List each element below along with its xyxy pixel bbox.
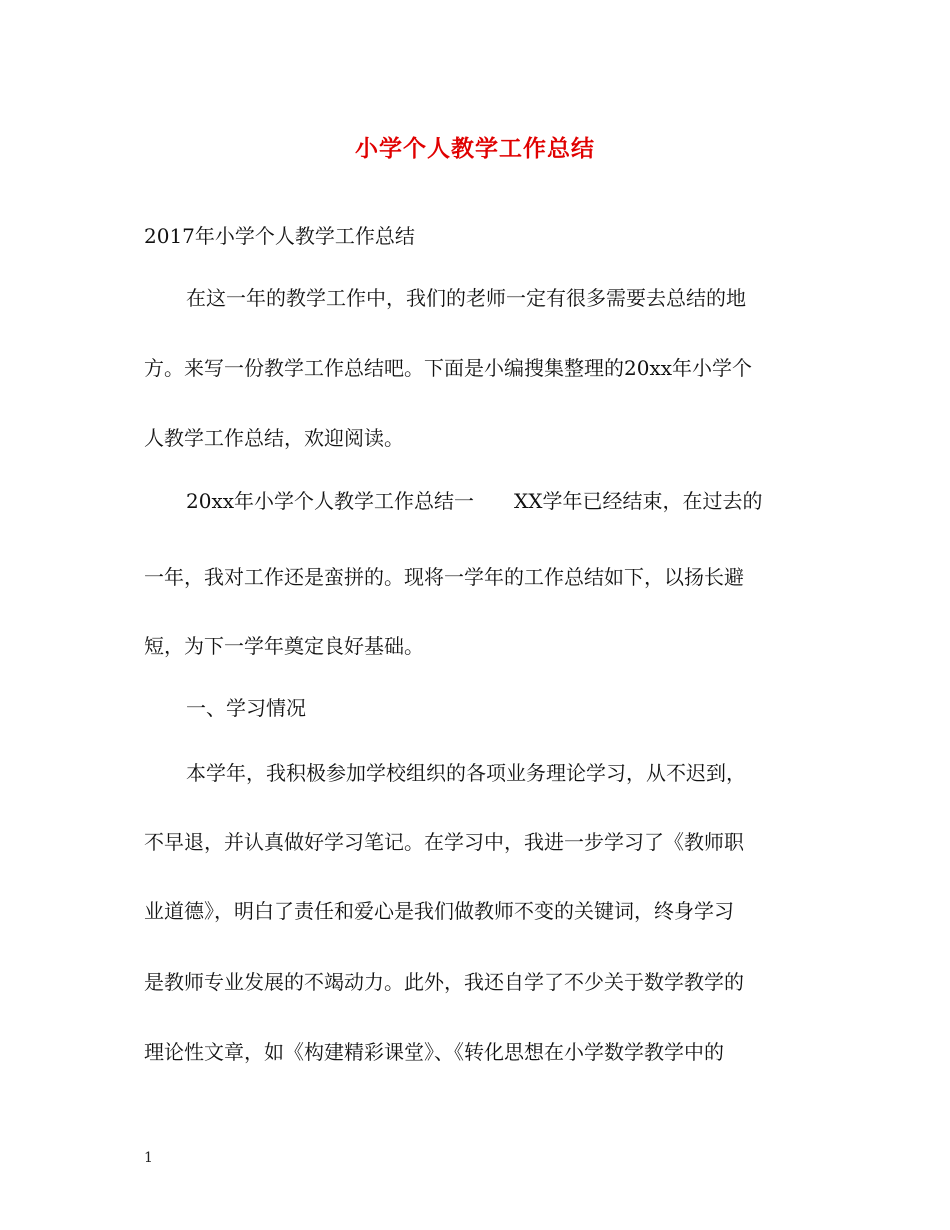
paragraph-line: 不早退，并认真做好学习笔记。在学习中，我进一步学习了《教师职 bbox=[144, 830, 744, 854]
paragraph-line: 本学年，我积极参加学校组织的各项业务理论学习，从不迟到， bbox=[186, 761, 746, 785]
paragraph-line: 短，为下一学年奠定良好基础。 bbox=[144, 634, 424, 658]
paragraph-line: 业道德》，明白了责任和爱心是我们做教师不变的关键词，终身学习 bbox=[144, 899, 734, 923]
page-number: 1 bbox=[144, 1150, 153, 1166]
paragraph-line: 理论性文章，如《构建精彩课堂》、《转化思想在小学数学教学中的 bbox=[144, 1040, 724, 1064]
paragraph-line: 人教学工作总结，欢迎阅读。 bbox=[144, 426, 404, 450]
document-title: 小学个人教学工作总结 bbox=[355, 135, 595, 162]
paragraph-line: 方。来写一份教学工作总结吧。下面是小编搜集整理的20xx年小学个 bbox=[144, 356, 753, 380]
paragraph-line: 是教师专业发展的不竭动力。此外，我还自学了不少关于数学教学的 bbox=[144, 970, 744, 994]
paragraph-line: 在这一年的教学工作中，我们的老师一定有很多需要去总结的地 bbox=[186, 286, 746, 310]
section-heading: 一、学习情况 bbox=[186, 696, 306, 720]
document-subtitle: 2017年小学个人教学工作总结 bbox=[144, 224, 415, 248]
paragraph-line: 20xx年小学个人教学工作总结一 XX学年已经结束，在过去的 bbox=[186, 489, 763, 513]
paragraph-line: 一年，我对工作还是蛮拼的。现将一学年的工作总结如下，以扬长避 bbox=[144, 565, 744, 589]
